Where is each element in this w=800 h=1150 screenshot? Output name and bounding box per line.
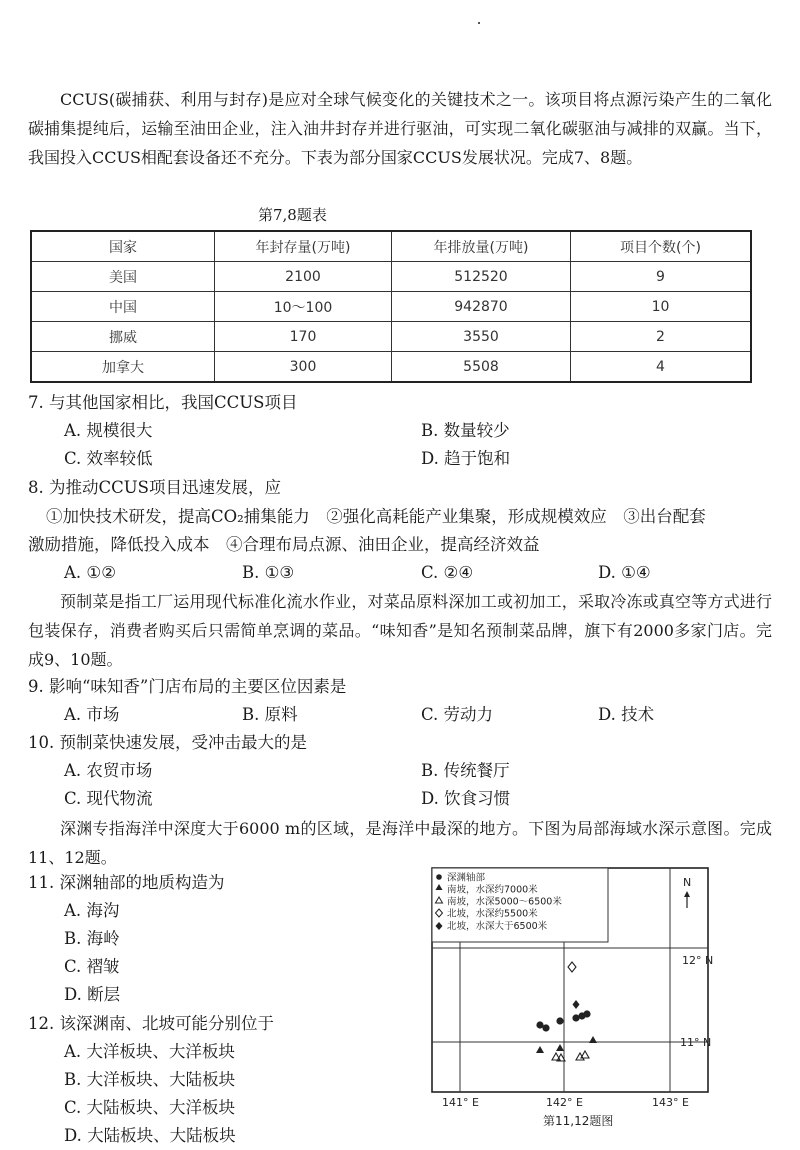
table-caption: 第7,8题表 bbox=[258, 206, 327, 224]
table-cell: 10～100 bbox=[215, 292, 392, 322]
table-cell: 300 bbox=[215, 352, 392, 383]
table-header-row bbox=[31, 231, 751, 262]
lat-label-12n: 12° N bbox=[682, 954, 714, 967]
q11-option-a[interactable]: A. 海沟 bbox=[64, 901, 120, 920]
q12-option-d[interactable]: D. 大陆板块、大陆板块 bbox=[64, 1126, 236, 1145]
table-cell: 中国 bbox=[31, 292, 215, 322]
q10-option-a[interactable]: A. 农贸市场 bbox=[64, 761, 153, 780]
table-cell: 美国 bbox=[31, 262, 215, 292]
q8-statements-line2: 激励措施，降低投入成本 ④合理布局点源、油田企业，提高经济效益 bbox=[28, 535, 540, 554]
q8-option-b[interactable]: B. ①③ bbox=[242, 563, 295, 582]
table-cell: 170 bbox=[215, 322, 392, 352]
legend-label: 南坡，水深约7000米 bbox=[447, 884, 538, 896]
q7-option-d[interactable]: D. 趋于饱和 bbox=[421, 449, 511, 468]
table-row bbox=[31, 262, 751, 292]
intro-ccus-paragraph: CCUS(碳捕获、利用与封存)是应对全球气候变化的关键技术之一。该项目将点源污染产生的二氧化碳捕集提纯后，运输至油田企业，注入油井封存并进行驱油，可实现二氧化碳驱油与减排的双赢。当下，我国投入CCUS相配套设备还不充分。下表为部分国家CCUS发展状况。完成7、8题。 bbox=[28, 90, 772, 167]
q11-option-b[interactable]: B. 海岭 bbox=[64, 929, 120, 948]
q9-option-c[interactable]: C. 劳动力 bbox=[421, 705, 494, 724]
table-cell: 2100 bbox=[215, 262, 392, 292]
scan-speck bbox=[478, 22, 480, 24]
q8-option-c[interactable]: C. ②④ bbox=[421, 563, 474, 582]
q11-option-d[interactable]: D. 断层 bbox=[64, 985, 121, 1004]
q8-option-a[interactable]: A. ①② bbox=[64, 563, 116, 582]
table-row bbox=[31, 352, 751, 383]
q11-stem: 11. 深渊轴部的地质构造为 bbox=[28, 873, 225, 892]
ccus-table bbox=[30, 230, 752, 383]
q8-option-d[interactable]: D. ①④ bbox=[598, 563, 651, 582]
south-slope-7000-point bbox=[536, 1046, 544, 1053]
q10-option-b[interactable]: B. 传统餐厅 bbox=[421, 761, 510, 780]
header-storage: 年封存量(万吨) bbox=[215, 231, 392, 262]
table-cell: 942870 bbox=[392, 292, 571, 322]
legend-label: 深渊轴部 bbox=[447, 872, 486, 884]
table-row bbox=[31, 322, 751, 352]
intro-food-paragraph: 预制菜是指工厂运用现代标准化流水作业，对菜品原料深加工或初加工，采取冷冻或真空等方式进行包装保存，消费者购买后只需简单烹调的菜品。“味知香”是知名预制菜品牌，旗下有2000多家门店。完成9、10题。 bbox=[28, 592, 772, 669]
header-emission: 年排放量(万吨) bbox=[392, 231, 571, 262]
lat-label-11n: 11° N bbox=[680, 1036, 712, 1049]
q7-stem: 7. 与其他国家相比，我国CCUS项目 bbox=[28, 393, 298, 412]
north-slope-deep-point bbox=[573, 1000, 580, 1009]
lon-label-143e: 143° E bbox=[652, 1096, 689, 1109]
table-cell: 10 bbox=[571, 292, 752, 322]
q7-option-b[interactable]: B. 数量较少 bbox=[421, 421, 510, 440]
table-cell: 5508 bbox=[392, 352, 571, 383]
q9-option-b[interactable]: B. 原料 bbox=[242, 705, 298, 724]
map-caption: 第11,12题图 bbox=[543, 1114, 614, 1128]
legend-label: 北坡，水深约5500米 bbox=[447, 908, 538, 920]
table-cell: 加拿大 bbox=[31, 352, 215, 383]
q12-option-a[interactable]: A. 大洋板块、大洋板块 bbox=[64, 1042, 235, 1061]
axis-point bbox=[556, 1017, 563, 1024]
q8-statements-line1: ①加快技术研发，提高CO₂捕集能力 ②强化高耗能产业集聚，形成规模效应 ③出台配套 bbox=[46, 507, 706, 526]
q12-stem: 12. 该深渊南、北坡可能分别位于 bbox=[28, 1014, 274, 1033]
intro-trench-paragraph: 深渊专指海洋中深度大于6000 m的区域，是海洋中最深的地方。下图为局部海域水深示意图。完成11、12题。 bbox=[28, 819, 772, 867]
q7-option-c[interactable]: C. 效率较低 bbox=[64, 449, 153, 468]
q10-stem: 10. 预制菜快速发展，受冲击最大的是 bbox=[28, 733, 307, 752]
north-slope-5500-point bbox=[568, 962, 576, 972]
header-country: 国家 bbox=[31, 231, 215, 262]
header-projects: 项目个数(个) bbox=[571, 231, 752, 262]
table-cell: 挪威 bbox=[31, 322, 215, 352]
south-slope-7000-point bbox=[589, 1036, 597, 1043]
north-arrowhead-icon bbox=[684, 891, 690, 897]
map-svg bbox=[430, 866, 714, 1132]
axis-point bbox=[583, 1010, 590, 1017]
lon-label-142e: 142° E bbox=[546, 1096, 583, 1109]
legend-axis-marker bbox=[436, 874, 442, 880]
q9-stem: 9. 影响“味知香”门店布局的主要区位因素是 bbox=[28, 677, 347, 696]
q7-option-a[interactable]: A. 规模很大 bbox=[64, 421, 153, 440]
q10-option-c[interactable]: C. 现代物流 bbox=[64, 789, 153, 808]
q9-option-d[interactable]: D. 技术 bbox=[598, 705, 655, 724]
south-slope-mid-point bbox=[581, 1051, 589, 1058]
q11-option-c[interactable]: C. 褶皱 bbox=[64, 957, 120, 976]
table-cell: 9 bbox=[571, 262, 752, 292]
south-slope-7000-point bbox=[556, 1044, 564, 1051]
lon-label-141e: 141° E bbox=[442, 1096, 479, 1109]
table-cell: 512520 bbox=[392, 262, 571, 292]
legend-label: 北坡，水深大于6500米 bbox=[447, 921, 548, 932]
north-label: N bbox=[683, 876, 692, 889]
legend-label: 南坡，水深5000～6500米 bbox=[447, 896, 562, 908]
axis-point bbox=[542, 1024, 549, 1031]
table-cell: 2 bbox=[571, 322, 752, 352]
q12-option-b[interactable]: B. 大洋板块、大陆板块 bbox=[64, 1070, 236, 1089]
q12-option-c[interactable]: C. 大陆板块、大洋板块 bbox=[64, 1098, 236, 1117]
q8-stem: 8. 为推动CCUS项目迅速发展，应 bbox=[28, 478, 281, 497]
table-cell: 3550 bbox=[392, 322, 571, 352]
q10-option-d[interactable]: D. 饮食习惯 bbox=[421, 789, 511, 808]
table-cell: 4 bbox=[571, 352, 752, 383]
q9-option-a[interactable]: A. 市场 bbox=[64, 705, 120, 724]
table-row bbox=[31, 292, 751, 322]
trench-depth-map bbox=[430, 866, 714, 1132]
